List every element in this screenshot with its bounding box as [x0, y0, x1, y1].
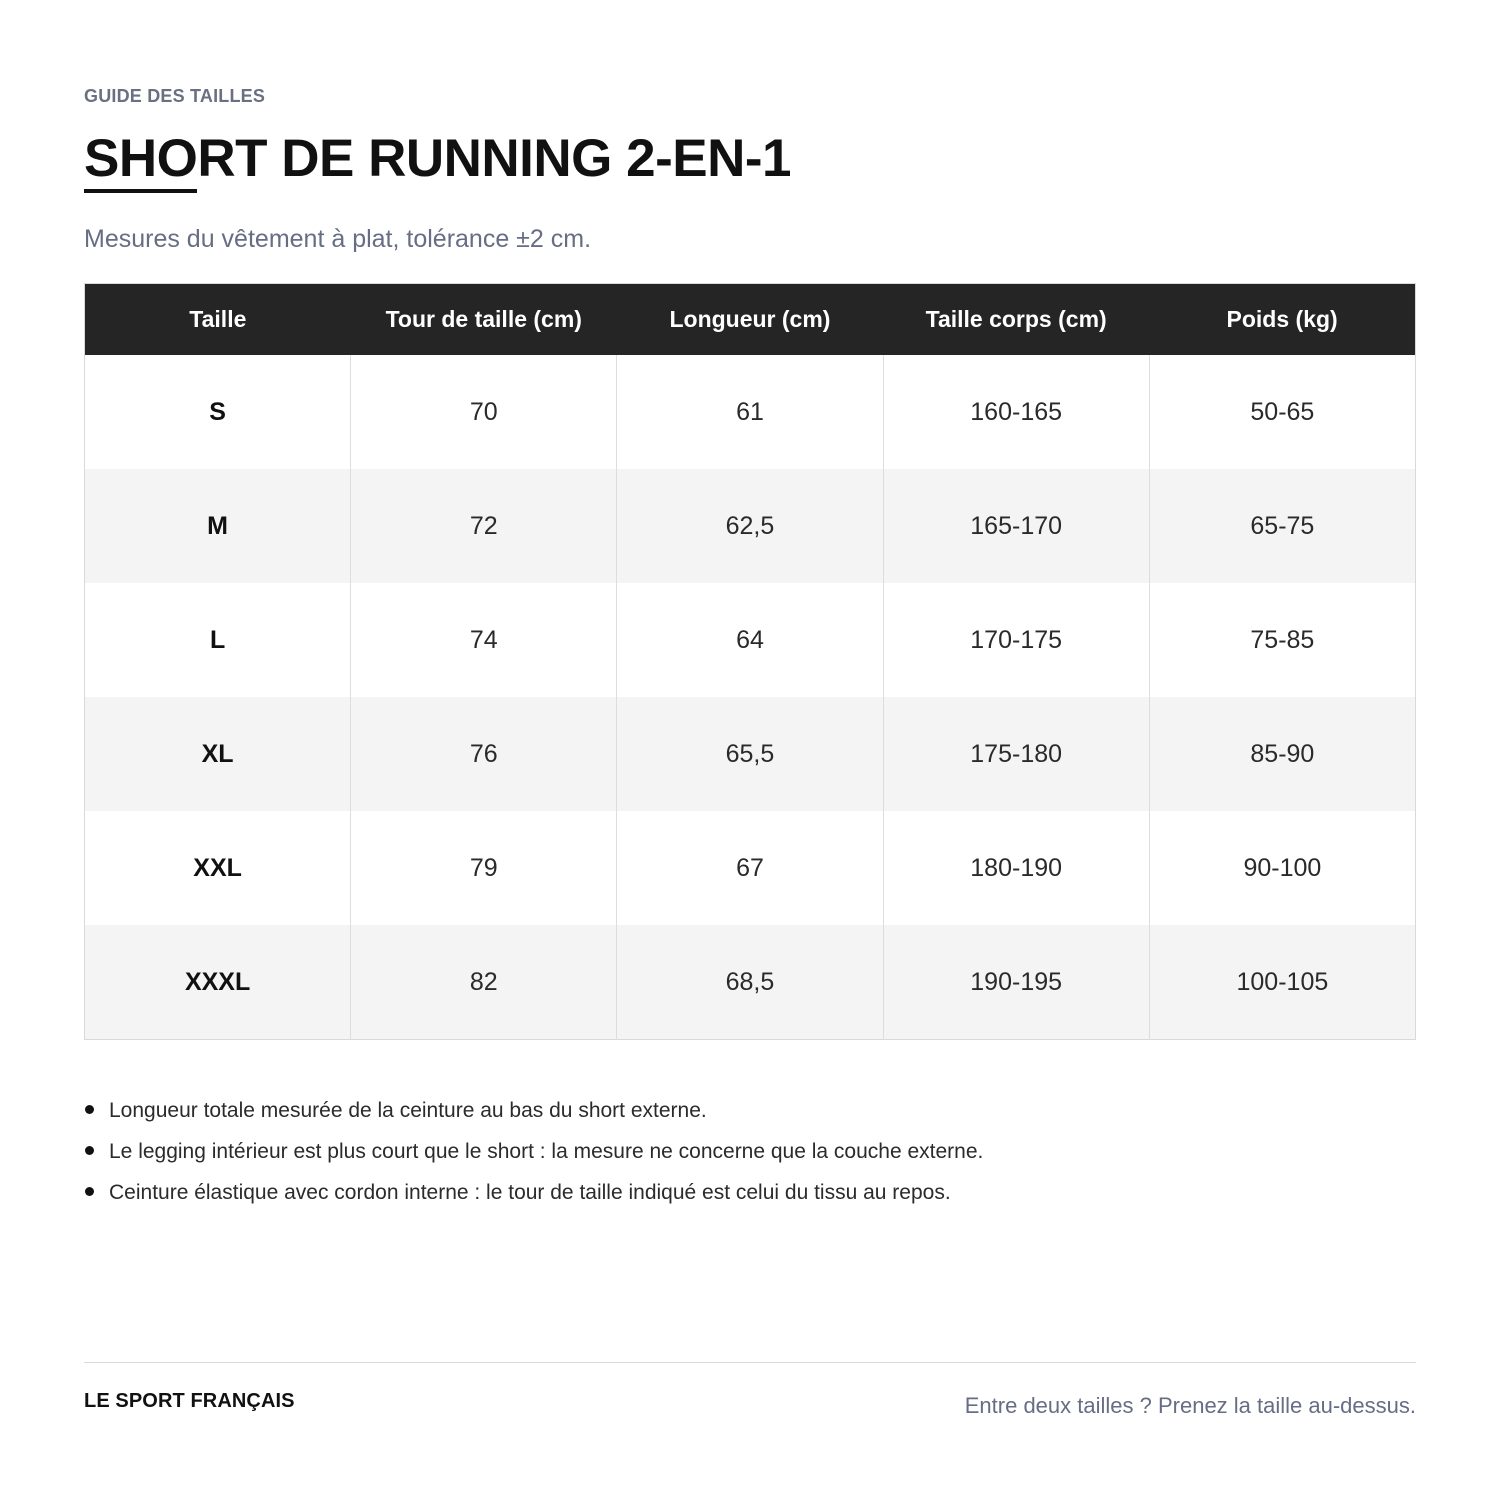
cell-length: 65,5 — [617, 697, 883, 811]
footer-divider — [84, 1362, 1416, 1363]
cell-weight: 85-90 — [1149, 697, 1415, 811]
list-item — [84, 1131, 983, 1172]
bullet-icon — [85, 1105, 94, 1114]
list-item — [84, 1090, 983, 1131]
cell-waist: 70 — [351, 355, 617, 469]
table-row — [85, 355, 1416, 469]
cell-body-height: 165-170 — [883, 469, 1149, 583]
size-guide-page — [84, 0, 1416, 1500]
cell-body-height: 160-165 — [883, 355, 1149, 469]
header-row — [85, 284, 1416, 356]
cell-body-height: 190-195 — [883, 925, 1149, 1040]
column-header-waist: Tour de taille (cm) — [351, 284, 617, 356]
table-row — [85, 925, 1416, 1040]
cell-waist: 72 — [351, 469, 617, 583]
list-item — [84, 1172, 983, 1213]
cell-body-height: 170-175 — [883, 583, 1149, 697]
page-title: SHORT DE RUNNING 2-EN-1 — [84, 129, 792, 188]
footer-tip: Entre deux tailles ? Prenez la taille au-dessus. — [964, 1393, 1416, 1418]
page-subtitle: Mesures du vêtement à plat, tolérance ±2 cm. — [84, 225, 592, 253]
cell-length: 64 — [617, 583, 883, 697]
cell-body-height: 180-190 — [883, 811, 1149, 925]
cell-length: 67 — [617, 811, 883, 925]
table-row — [85, 583, 1416, 697]
note-text: Ceinture élastique avec cordon interne : le tour de taille indiqué est celui du tissu au repos. — [109, 1181, 951, 1204]
table-row — [85, 469, 1416, 583]
cell-length: 68,5 — [617, 925, 883, 1040]
title-underline — [84, 189, 197, 193]
table-body — [85, 355, 1416, 1040]
column-header-size: Taille — [85, 284, 351, 356]
bullet-icon — [85, 1187, 94, 1196]
notes-list — [84, 1090, 983, 1213]
note-text: Longueur totale mesurée de la ceinture au bas du short externe. — [109, 1099, 707, 1122]
eyebrow-label: GUIDE DES TAILLES — [84, 86, 266, 106]
cell-weight: 50-65 — [1149, 355, 1415, 469]
cell-waist: 74 — [351, 583, 617, 697]
cell-body-height: 175-180 — [883, 697, 1149, 811]
size-table — [84, 283, 1416, 1040]
cell-size: XXXL — [85, 925, 351, 1040]
column-header-body-height: Taille corps (cm) — [883, 284, 1149, 356]
cell-weight: 65-75 — [1149, 469, 1415, 583]
cell-waist: 82 — [351, 925, 617, 1040]
column-header-weight: Poids (kg) — [1149, 284, 1415, 356]
cell-size: XXL — [85, 811, 351, 925]
table-row — [85, 697, 1416, 811]
table-header — [85, 284, 1416, 356]
cell-size: L — [85, 583, 351, 697]
cell-waist: 79 — [351, 811, 617, 925]
cell-weight: 75-85 — [1149, 583, 1415, 697]
cell-length: 62,5 — [617, 469, 883, 583]
table-row — [85, 811, 1416, 925]
brand-name: LE SPORT FRANÇAIS — [84, 1390, 295, 1412]
cell-size: M — [85, 469, 351, 583]
cell-waist: 76 — [351, 697, 617, 811]
cell-size: S — [85, 355, 351, 469]
note-text: Le legging intérieur est plus court que le short : la mesure ne concerne que la couche externe. — [109, 1140, 984, 1163]
column-header-length: Longueur (cm) — [617, 284, 883, 356]
bullet-icon — [85, 1146, 94, 1155]
cell-weight: 100-105 — [1149, 925, 1415, 1040]
cell-weight: 90-100 — [1149, 811, 1415, 925]
cell-length: 61 — [617, 355, 883, 469]
cell-size: XL — [85, 697, 351, 811]
